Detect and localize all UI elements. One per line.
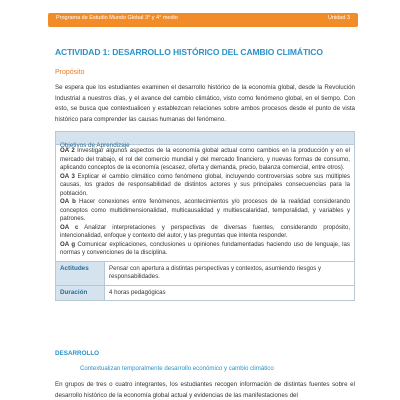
proposito-paragraph: Se espera que los estudiantes examinen el desarrollo histórico de la economía global, desde la Revolución Industrial a nuestros días, y el avance del cambio climático, visto como fenómeno global, en el tiempo. Con esto, se busca que contextualicen y establezcan relaciones sobre ambos procesos desde el punto de vista histórico para comprender las causas humanas del fenómeno.	[55, 84, 355, 123]
objective-text: Comunicar explicaciones, conclusiones u opiniones fundamentadas haciendo uso de lenguaje, las normas y convenciones de la disciplina.	[60, 240, 350, 256]
activity-title: ACTIVIDAD 1: DESARROLLO HISTÓRICO DEL CAMBIO CLIMÁTICO	[55, 47, 323, 57]
objective-code: OA c	[60, 223, 79, 231]
objective-code: OA g	[60, 240, 76, 248]
objective-item	[60, 224, 350, 241]
actitudes-label: Actitudes	[56, 262, 105, 285]
objective-item	[60, 241, 350, 258]
objective-item	[60, 198, 350, 224]
objective-code: OA 3	[60, 172, 75, 180]
objective-text: Investigar algunos aspectos de la economía global actual como cambios en la producción y en el mercado del trabajo, el rol del comercio mundial y del mercado financiero, y nuevas formas de consumo, aplicando conceptos de la economía (escasez, oferta y demanda, precio, balanza comercial, entre otros).	[60, 147, 350, 171]
unit-label: Unidad 3	[327, 15, 350, 21]
objective-item	[60, 147, 350, 173]
program-title: Programa de Estudio Mundo Global 3° y 4° medio	[56, 15, 178, 21]
desarrollo-paragraph: En grupos de tres o cuatro integrantes, los estudiantes recogen información de distintas fuentes sobre el desarrollo histórico de la economía global actual y evidencias de las manifestaciones del	[55, 381, 355, 399]
objective-code: OA 2	[60, 147, 75, 154]
page-header-bar	[48, 13, 358, 27]
objectives-table	[55, 131, 355, 301]
proposito-heading: Propósito	[55, 69, 85, 76]
objective-text: Analizar interpretaciones y perspectivas de diversas fuentes, considerando propósito, intencionalidad, enfoque y contexto del autor, y las preguntas que intenta responder.	[60, 223, 351, 239]
duracion-value: 4 horas pedagógicas	[109, 288, 166, 296]
actitudes-row	[56, 261, 354, 285]
desarrollo-heading: DESARROLLO	[55, 350, 100, 357]
objectives-table-header	[56, 132, 354, 149]
actitudes-value: Pensar con apertura a distintas perspectivas y contextos, asumiendo riesgos y responsabilidades.	[109, 264, 322, 280]
objective-text: Hacer conexiones entre fenómenos, acontecimientos y/o procesos de la realidad considerando conceptos como multidimensionalidad, multicausalidad y multiescalaridad, temporalidad, y variables y patrones.	[60, 198, 350, 222]
desarrollo-subheading: Contextualizan temporalmente desarrollo económico y cambio climático	[80, 365, 274, 372]
objectives-list	[56, 145, 354, 261]
duracion-label: Duración	[56, 286, 105, 301]
objective-code: OA b	[60, 198, 76, 205]
duracion-row	[56, 285, 354, 301]
objectives-header-label: Objetivos de Aprendizaje	[60, 142, 130, 149]
objective-text: Explicar el cambio climático como fenómeno global, incluyendo controversias sobre sus múltiples causas, los grados de responsabilidad de distintos actores y sus principales consecuencias para la población.	[60, 172, 350, 197]
objective-item	[60, 173, 350, 199]
